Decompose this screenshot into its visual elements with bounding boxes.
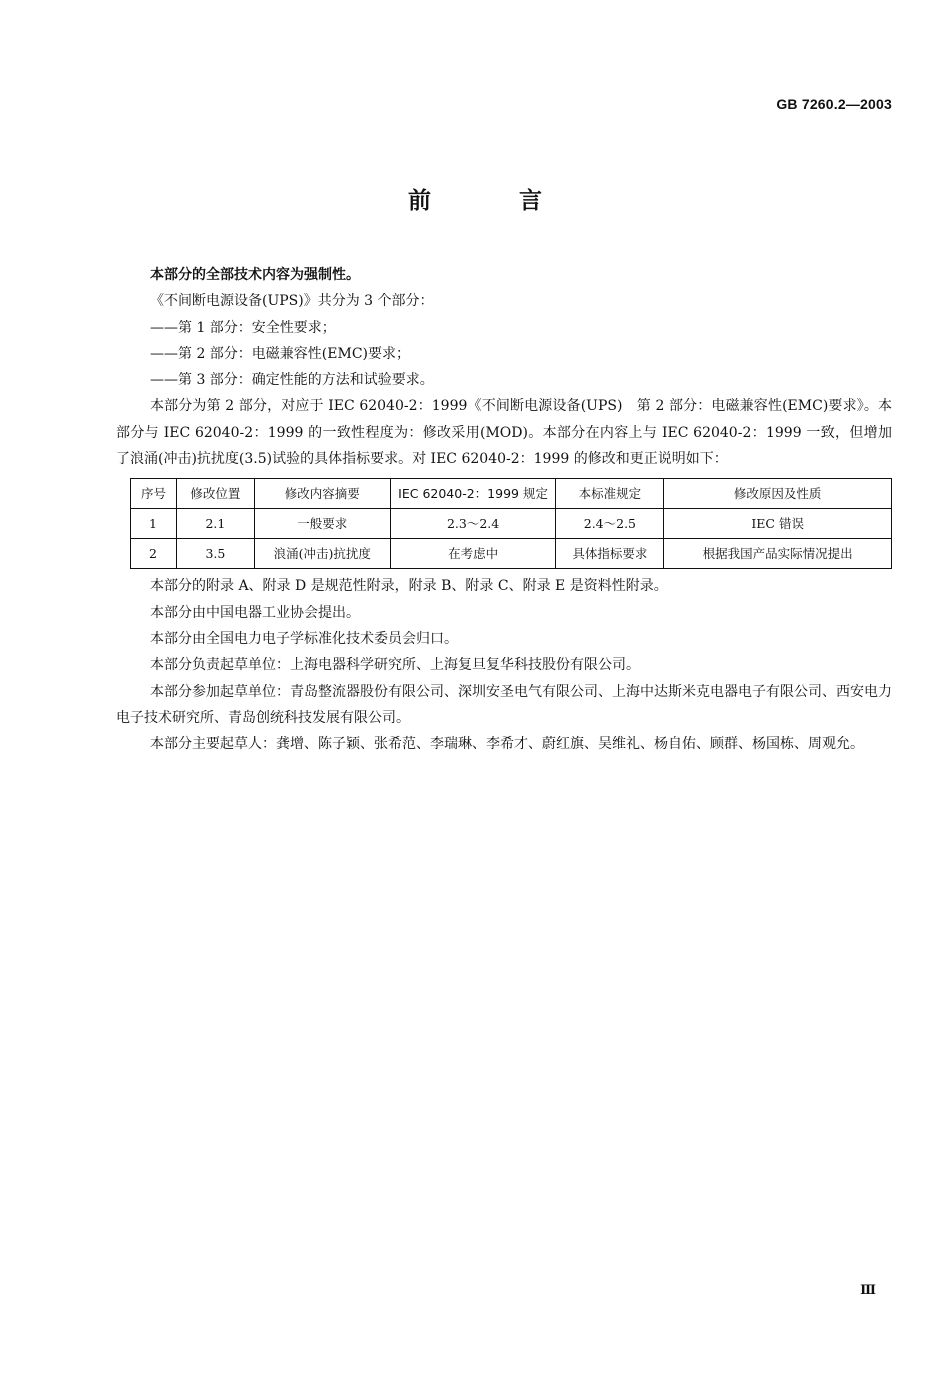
standard-code: GB 7260.2—2003	[776, 96, 892, 112]
cell-position: 2.1	[176, 509, 254, 539]
cell-iec: 在考虑中	[390, 539, 556, 569]
lead-drafter-paragraph: 本部分负责起草单位：上海电器科学研究所、上海复旦复华科技股份有限公司。	[150, 657, 640, 674]
col-header-summary: 修改内容摘要	[254, 479, 390, 509]
mandatory-statement: 本部分的全部技术内容为强制性。	[150, 267, 360, 283]
part-3-item: ——第 3 部分：确定性能的方法和试验要求。	[150, 372, 434, 389]
foreword-body	[116, 262, 892, 757]
proposer-paragraph: 本部分由中国电器工业协会提出。	[150, 604, 360, 621]
correspondence-paragraph: 本部分为第 2 部分，对应于 IEC 62040-2：1999《不间断电源设备(UPS) 第 2 部分：电磁兼容性(EMC)要求》。本部分与 IEC 62040-2：1999 的一致性程度为：修改采用(MOD)。本部分在内容上与 IEC 62040-2：1999 一致，但增加了浪涌(冲击)抗扰度(3.5)试验的具体指标要求。对 IEC 62040-2：1999 的修改和更正说明如下：	[116, 398, 892, 468]
page-title: 前 言	[407, 188, 582, 214]
cell-reason: IEC 错误	[664, 509, 892, 539]
cell-no: 1	[131, 509, 177, 539]
col-header-no: 序号	[131, 479, 177, 509]
col-header-position: 修改位置	[176, 479, 254, 509]
part-1-item: ——第 1 部分：安全性要求；	[150, 319, 336, 336]
main-drafters-paragraph: 本部分主要起草人：龚增、陈子颖、张希范、李瑞琳、李希才、蔚红旗、吴维礼、杨自佑、顾群、杨国栋、周观允。	[150, 736, 864, 753]
modifications-table	[130, 478, 892, 569]
cell-summary: 浪涌(冲击)抗扰度	[254, 539, 390, 569]
table-row	[131, 509, 892, 539]
page-number: Ⅲ	[860, 1283, 876, 1298]
table-header-row	[131, 479, 892, 509]
col-header-reason: 修改原因及性质	[664, 479, 892, 509]
participating-drafters-paragraph: 本部分参加起草单位：青岛整流器股份有限公司、深圳安圣电气有限公司、上海中达斯米克电器电子有限公司、西安电力电子技术研究所、青岛创统科技发展有限公司。	[116, 683, 892, 726]
cell-summary: 一般要求	[254, 509, 390, 539]
col-header-iec: IEC 62040-2：1999 规定	[390, 479, 556, 509]
cell-this-standard: 2.4～2.5	[556, 509, 664, 539]
table-row	[131, 539, 892, 569]
committee-paragraph: 本部分由全国电力电子学标准化技术委员会归口。	[150, 630, 458, 647]
col-header-this-standard: 本标准规定	[556, 479, 664, 509]
cell-no: 2	[131, 539, 177, 569]
cell-reason: 根据我国产品实际情况提出	[664, 539, 892, 569]
cell-this-standard: 具体指标要求	[556, 539, 664, 569]
cell-position: 3.5	[176, 539, 254, 569]
parts-intro: 《不间断电源设备(UPS)》共分为 3 个部分：	[150, 293, 434, 310]
cell-iec: 2.3～2.4	[390, 509, 556, 539]
part-2-item: ——第 2 部分：电磁兼容性(EMC)要求；	[150, 345, 410, 362]
appendix-paragraph: 本部分的附录 A、附录 D 是规范性附录，附录 B、附录 C、附录 E 是资料性附录。	[150, 578, 668, 595]
